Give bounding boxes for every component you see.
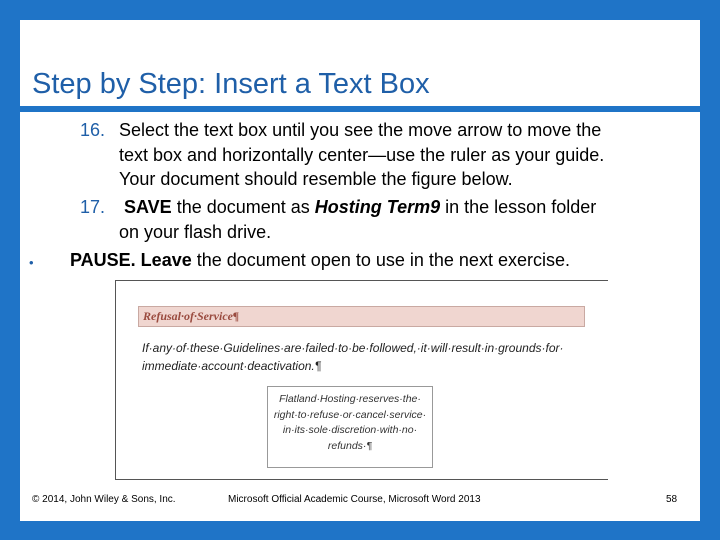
text-box-line-4: refunds·¶ (327, 439, 373, 452)
step-16-line-1: Select the text box until you see the move arrow to move the (119, 120, 602, 140)
pause-line (70, 249, 570, 271)
save-keyword: SAVE (124, 197, 172, 217)
paragraph-line-1: If·any·of·these·Guidelines·are·failed·to·be·followed,·it·will·result·in·grounds·for· (142, 341, 564, 355)
step-17-text-b: in the lesson folder (440, 197, 597, 217)
step-17-text-a: the document as (171, 197, 315, 217)
text-box-line-2: right·to·refuse·or·cancel·service· (273, 408, 427, 421)
page-number: 58 (666, 494, 678, 505)
step-16-line-3: Your document should resemble the figure below. (119, 169, 513, 189)
title-divider (20, 106, 700, 112)
text-box-content (268, 387, 432, 454)
document-figure (115, 280, 608, 480)
footer-copyright: © 2014, John Wiley & Sons, Inc. (32, 494, 176, 505)
bullet-marker: • (29, 255, 34, 270)
slide-title: Step by Step: Insert a Text Box (32, 68, 430, 100)
slide (20, 20, 700, 521)
step-16-line-2: text box and horizontally center—use the ruler as your guide. (119, 145, 605, 165)
step-16-number: 16. (80, 120, 106, 140)
pause-text: the document open to use in the next exercise. (191, 250, 570, 270)
text-box-line-1: Flatland·Hosting·reserves·the· (279, 393, 421, 405)
text-box-line-3: in·its·sole·discretion·with·no· (282, 424, 418, 436)
step-17-number: 17. (80, 197, 106, 217)
document-heading-band (138, 306, 585, 327)
paragraph-line-2: immediate·account·deactivation.¶ (142, 359, 322, 373)
file-name: Hosting Term9 (314, 197, 441, 217)
document-heading: Refusal·of·Service¶ (143, 309, 239, 323)
text-box[interactable] (267, 386, 433, 468)
footer-course: Microsoft Official Academic Course, Microsoft Word 2013 (228, 494, 481, 505)
step-17-line-2: on your flash drive. (119, 222, 272, 242)
pause-keyword: PAUSE. Leave (70, 250, 192, 270)
document-paragraph (142, 339, 582, 375)
step-17-line-1 (124, 196, 596, 218)
